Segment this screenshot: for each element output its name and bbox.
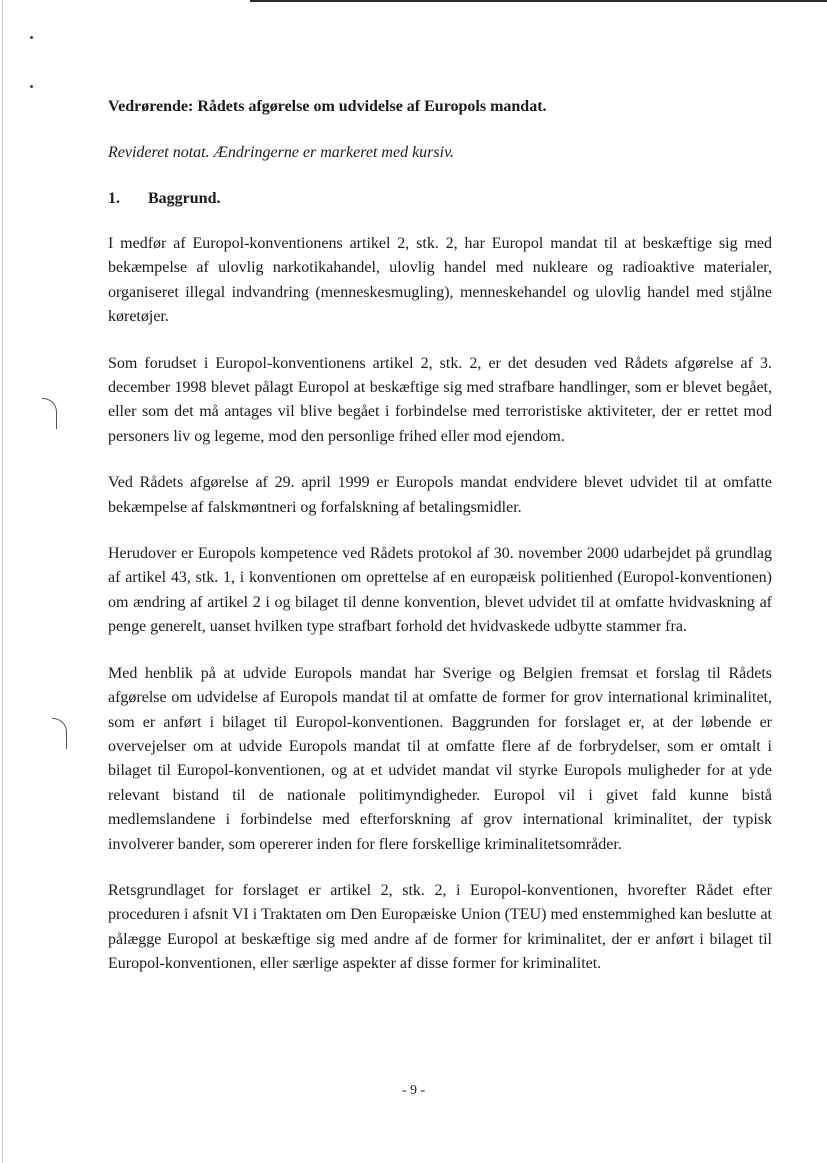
- scan-edge-left: [2, 0, 3, 1163]
- paragraph: Med henblik på at udvide Europols mandat har Sverige og Belgien fremsat et forslag til Rådets afgørelse om udvidelse af Europols mandat til at omfatte de former for grov international kriminalitet, som er anført i bilaget til Europol-konventionen. Baggrunden for forslaget er, at der løbende er overvejelser om at udvide Europols mandat til at omfatte flere af de forbrydelser, som er omtalt i bilaget til Europol-konventionen, og at et udvidet mandat vil styrke Europols muligheder for at yde relevant bistand til de nationale politimyndigheder. Europol vil i givet fald kunne bistå medlemslandene i forbindelse med efterforskning af grov international kriminalitet, der typisk involverer bander, som opererer inden for flere forskellige kriminalitetsområder.: [108, 664, 772, 853]
- paragraph: Herudover er Europols kompetence ved Rådets protokol af 30. november 2000 udarbejdet på grundlag af artikel 43, stk. 1, i konventionen om oprettelse af en europæisk politienhed (Europol-konventionen) om ændring af artikel 2 i og bilaget til denne konvention, blevet udvidet til at omfatte hvidvaskning af penge generelt, uanset hvilken type strafbart forhold det hvidvaskede udbytte stammer fra.: [108, 545, 772, 636]
- paragraph: Ved Rådets afgørelse af 29. april 1999 er Europols mandat endvidere blevet udvidet til at omfatte bekæmpelse af falskmøntneri og forfalskning af betalingsmidler.: [108, 474, 772, 516]
- document-body: [108, 96, 772, 999]
- scan-edge-top: [250, 0, 827, 2]
- paragraph: Som forudset i Europol-konventionens artikel 2, stk. 2, er det desuden ved Rådets afgørelse af 3. december 1998 blevet pålagt Europol at beskæftige sig med strafbare handlinger, som er blevet begået, eller som det må antages vil blive begået i forbindelse med terroristiske aktiviteter, der er rettet mod personers liv og legeme, mod den personlige frihed eller mod ejendom.: [108, 354, 772, 445]
- scan-speck: [30, 36, 33, 39]
- section-heading: [108, 188, 772, 210]
- margin-mark: [52, 718, 67, 749]
- document-heading: Vedrørende: Rådets afgørelse om udvidelse af Europols mandat.: [108, 98, 547, 115]
- paragraph: I medfør af Europol-konventionens artikel 2, stk. 2, har Europol mandat til at beskæftige sig med bekæmpelse af ulovlig narkotikahandel, ulovlig handel med nukleare og radioaktive materialer, organiseret illegal indvandring (menneskesmugling), menneskehandel og ulovlig handel med stjålne køretøjer.: [108, 235, 772, 326]
- section-title: Baggrund.: [148, 190, 221, 207]
- revision-note: Revideret notat. Ændringerne er markeret med kursiv.: [108, 144, 454, 161]
- paragraph: Retsgrundlaget for forslaget er artikel 2, stk. 2, i Europol-konventionen, hvorefter Rådet efter proceduren i afsnit VI i Traktaten om Den Europæiske Union (TEU) med enstemmighed kan beslutte at pålægge Europol at beskæftige sig med andre af de former for kriminalitet, der er anført i bilaget til Europol-konventionen, eller særlige aspekter af disse former for kriminalitet.: [108, 881, 772, 973]
- page-number: - 9 -: [401, 1083, 426, 1098]
- section-number: 1.: [108, 190, 120, 207]
- margin-mark: [42, 398, 57, 429]
- scan-speck: [30, 85, 33, 88]
